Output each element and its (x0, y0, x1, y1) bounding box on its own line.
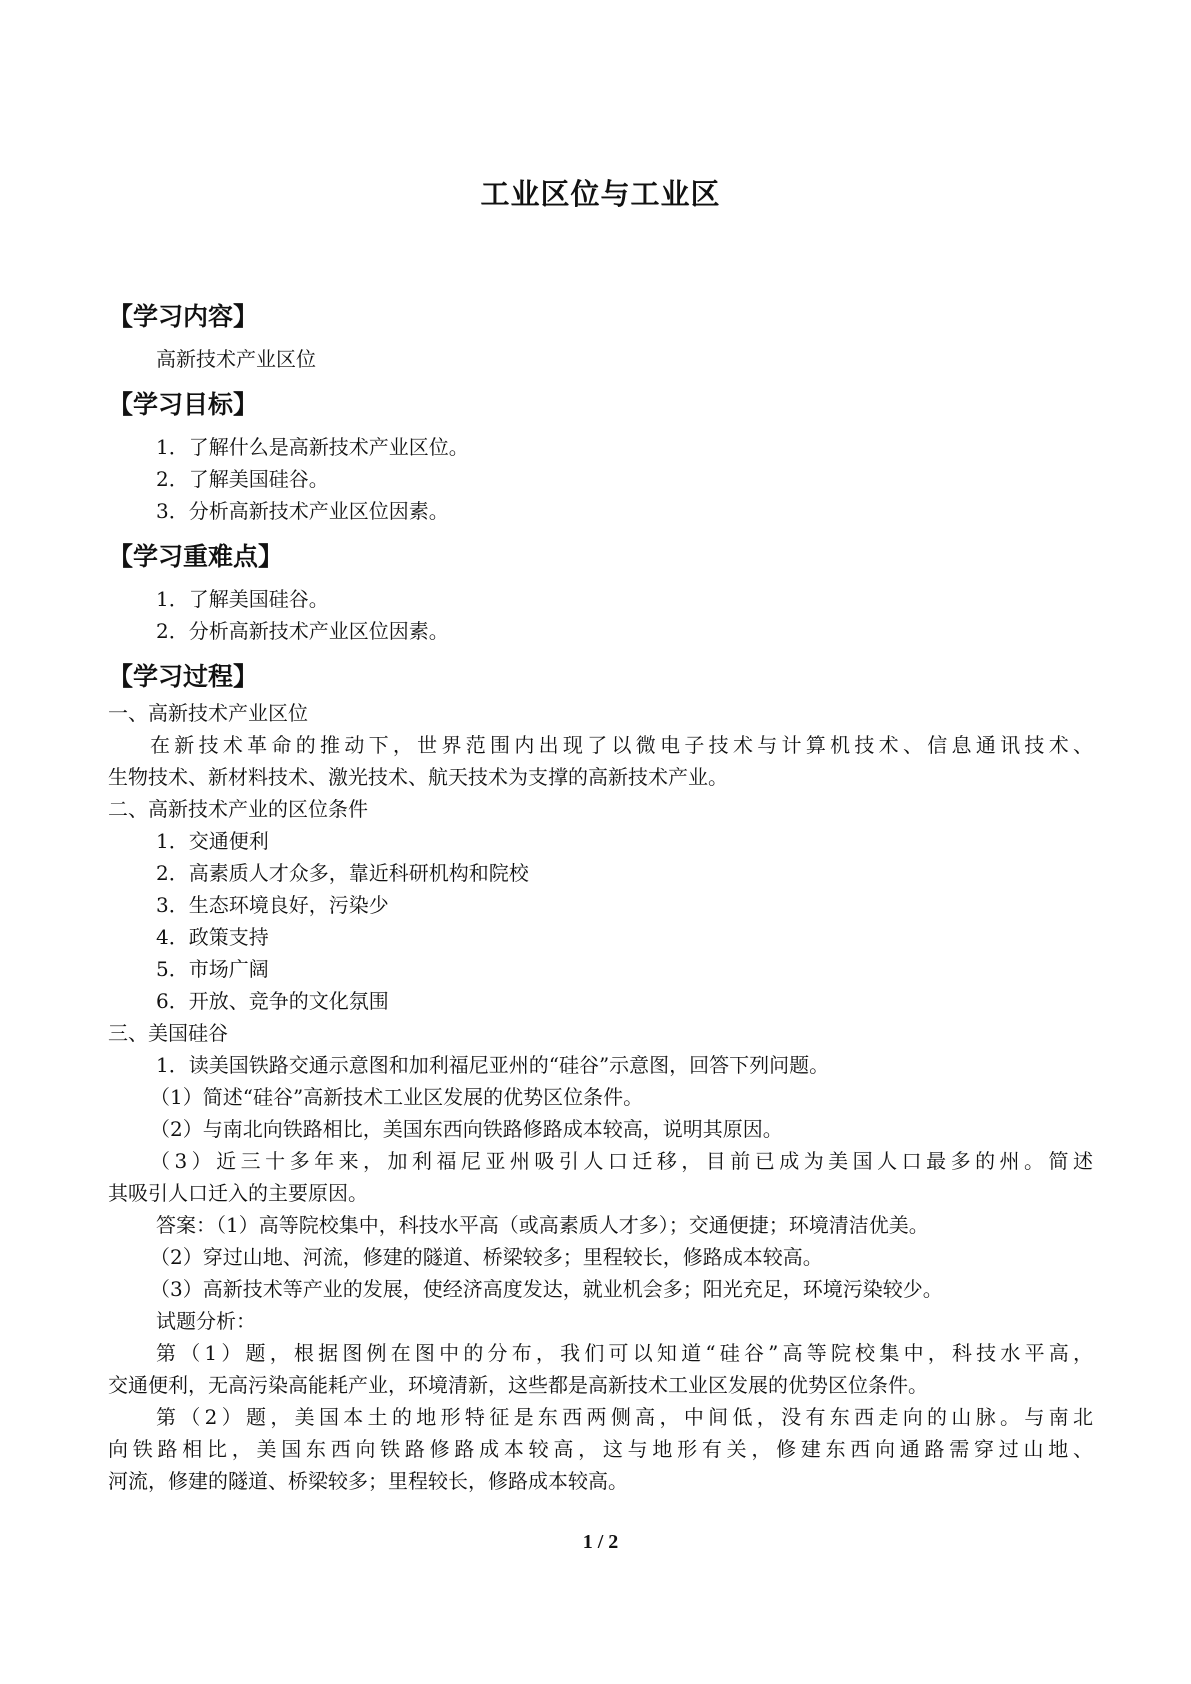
list-item: 1．了解美国硅谷。 (156, 587, 329, 611)
document-content (108, 297, 1093, 1497)
section-heading-key-points: 【学习重难点】 (108, 542, 284, 571)
document-title: 工业区位与工业区 (480, 177, 721, 211)
question-intro: 1．读美国铁路交通示意图和加利福尼亚州的“硅谷”示意图，回答下列问题。 (156, 1053, 830, 1077)
goals-list (108, 431, 1093, 527)
list-item: 5．市场广阔 (156, 957, 269, 981)
question-3-line: 其吸引人口迁入的主要原因。 (108, 1181, 368, 1205)
section-heading-goals: 【学习目标】 (108, 390, 259, 419)
list-item: 4．政策支持 (156, 925, 269, 949)
analysis-line: 第（1）题，根据图例在图中的分布，我们可以知道“硅谷”高等院校集中，科技水平高， (156, 1341, 1093, 1365)
list-item: 1．交通便利 (156, 829, 269, 853)
document-page (108, 0, 1093, 1684)
list-item: 1．了解什么是高新技术产业区位。 (156, 435, 469, 459)
answer-1: 答案：（1）高等院校集中，科技水平高（或高素质人才多）；交通便捷；环境清洁优美。 (156, 1213, 929, 1237)
question-3-line: （3）近三十多年来，加利福尼亚州吸引人口迁移，目前已成为美国人口最多的州。简述 (150, 1149, 1093, 1173)
process-body (108, 697, 1093, 1497)
answer-3: （3）高新技术等产业的发展，使经济高度发达，就业机会多；阳光充足，环境污染较少。 (150, 1277, 943, 1301)
section-heading-process: 【学习过程】 (108, 662, 259, 691)
section-heading-content: 【学习内容】 (108, 302, 259, 331)
question-1: （1）简述“硅谷”高新技术工业区发展的优势区位条件。 (150, 1085, 644, 1109)
analysis-line: 向铁路相比，美国东西向铁路修路成本较高，这与地形有关，修建东西向通路需穿过山地、 (108, 1437, 1093, 1461)
list-item: 2．了解美国硅谷。 (156, 467, 329, 491)
analysis-line: 河流，修建的隧道、桥梁较多；里程较长，修路成本较高。 (108, 1469, 628, 1493)
subsection-title: 一、高新技术产业区位 (108, 701, 308, 725)
list-item: 3．生态环境良好，污染少 (156, 893, 389, 917)
list-item: 2．高素质人才众多，靠近科研机构和院校 (156, 861, 529, 885)
analysis-title: 试题分析： (156, 1309, 256, 1333)
paragraph-line: 生物技术、新材料技术、激光技术、航天技术为支撑的高新技术产业。 (108, 765, 728, 789)
list-item: 2．分析高新技术产业区位因素。 (156, 619, 449, 643)
analysis-line: 第（2）题，美国本土的地形特征是东西两侧高，中间低，没有东西走向的山脉。与南北 (156, 1405, 1093, 1429)
answer-2: （2）穿过山地、河流，修建的隧道、桥梁较多；里程较长，修路成本较高。 (150, 1245, 823, 1269)
list-item: 3．分析高新技术产业区位因素。 (156, 499, 449, 523)
list-item: 6．开放、竞争的文化氛围 (156, 989, 389, 1013)
page-number: 1 / 2 (582, 1531, 619, 1553)
section-text: 高新技术产业区位 (156, 347, 316, 371)
paragraph-line: 在新技术革命的推动下，世界范围内出现了以微电子技术与计算机技术、信息通讯技术、 (150, 733, 1093, 757)
subsection-title: 三、美国硅谷 (108, 1021, 228, 1045)
key-points-list (108, 583, 1093, 647)
analysis-line: 交通便利，无高污染高能耗产业，环境清新，这些都是高新技术工业区发展的优势区位条件。 (108, 1373, 928, 1397)
question-2: （2）与南北向铁路相比，美国东西向铁路修路成本较高，说明其原因。 (150, 1117, 783, 1141)
subsection-title: 二、高新技术产业的区位条件 (108, 797, 368, 821)
